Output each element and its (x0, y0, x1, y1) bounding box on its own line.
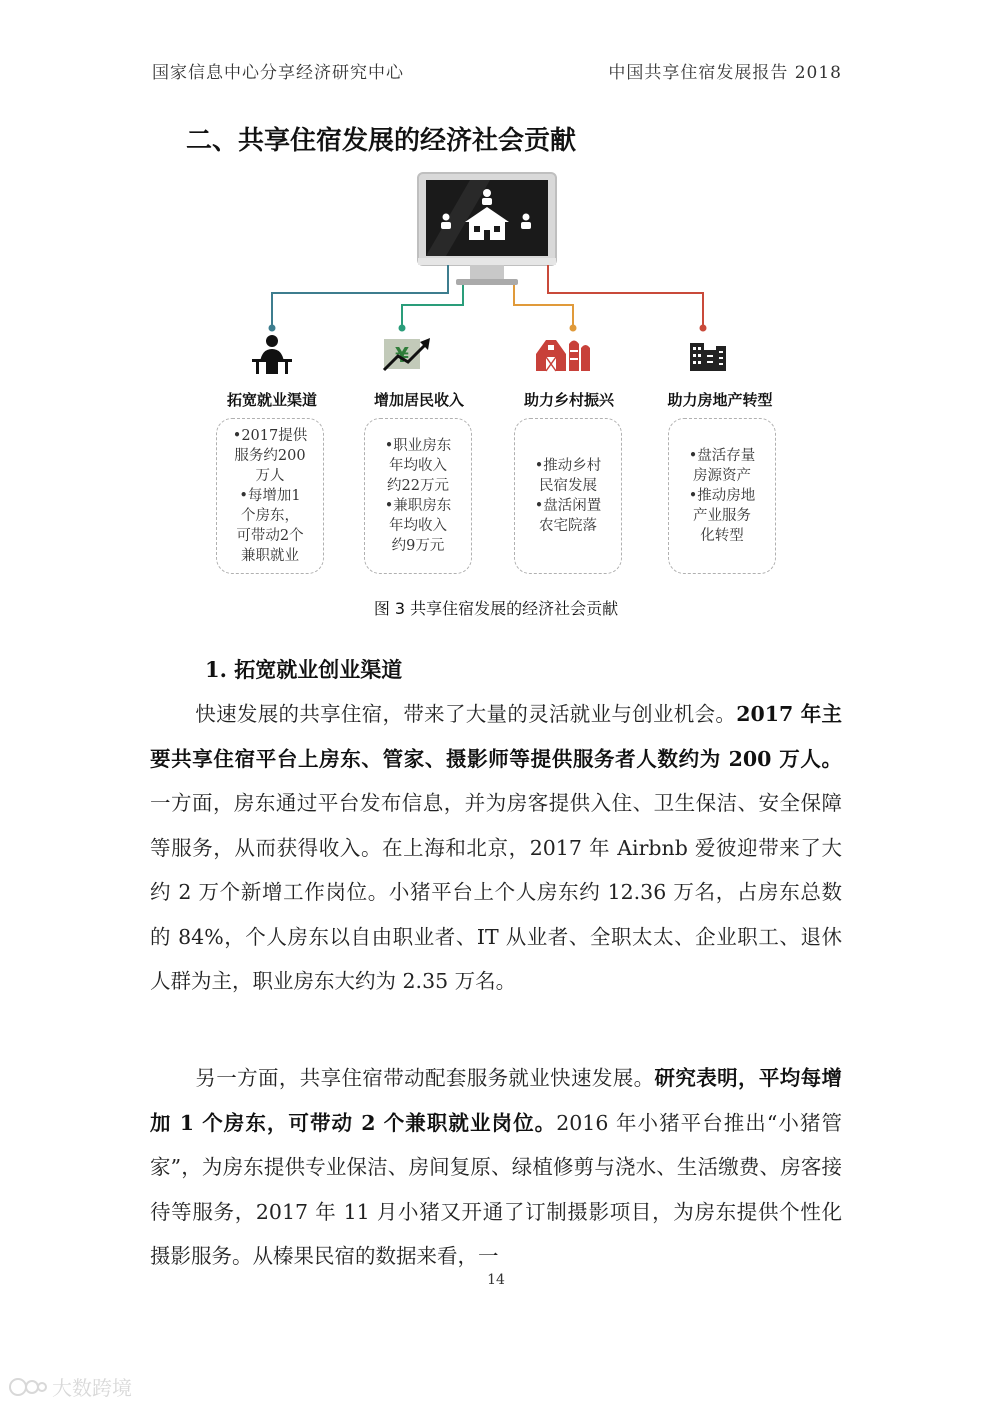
paragraph-1-rest: 一方面，房东通过平台发布信息，并为房客提供入住、卫生保洁、安全保障等服务，从而获得收入。在上海和北京，2017 年 Airbnb 爱彼迎带来了大约 2 万个新增工作岗位。小猪平台上个人房东约 12.36 万名，占房东总数的 84%，个人房东以自由职业者、IT 从业者、全职太太、企业职工、退休人群为主，职业房东大约为 2.35 万名。 (150, 791, 842, 993)
watermark-logo-icon (8, 1376, 48, 1398)
branch-box-line: 万人 (255, 468, 285, 484)
branch-box-line: 化转型 (700, 528, 744, 544)
branch-box-line: 民宿发展 (539, 478, 597, 494)
branch-box-rural (514, 418, 622, 574)
branch-box-line: 兼职就业 (241, 548, 299, 564)
branch-label-employment: 拓宽就业渠道 (226, 391, 317, 409)
branch-box-line: 个房东， (241, 508, 299, 524)
branch-box-lines (689, 446, 756, 546)
page-number: 14 (487, 1272, 505, 1288)
branch-box-line: •兼职房东 (384, 498, 452, 514)
paragraph-1-bold: 2017 年主要共享住宿平台上房东、管家、摄影师等提供服务者人数约为 200 万人。 (150, 702, 843, 771)
branch-box-line: 服务约200 (234, 448, 306, 464)
branch-box-line: 约22万元 (387, 478, 449, 494)
buildings-icon (690, 343, 726, 371)
branch-box-lines (535, 456, 602, 536)
watermark (8, 1372, 132, 1401)
paragraph-2-bold: 研究表明，平均每增加 1 个房东，可带动 2 个兼职就业岗位。 (150, 1066, 842, 1135)
branch-box-lines (233, 426, 307, 566)
branch-box-line: 可带动2个 (236, 528, 304, 544)
branch-box-income (364, 418, 472, 574)
branch-box-line: 年均收入 (389, 518, 447, 534)
section-title: 二、共享住宿发展的经济社会贡献 (186, 126, 577, 156)
figure-caption: 图 3 共享住宿发展的经济社会贡献 (373, 599, 619, 618)
branch-box-employment (216, 418, 324, 574)
branch-box-line: •每增加1 (239, 488, 301, 504)
branch-label-realestate: 助力房地产转型 (667, 391, 773, 409)
branch-label-rural: 助力乡村振兴 (523, 391, 614, 409)
svg-text:¥: ¥ (395, 343, 409, 367)
contribution-diagram (0, 0, 992, 640)
branch-box-line: •2017提供 (232, 428, 308, 444)
worker-at-desk-icon (252, 335, 292, 374)
branch-box-line: •推动乡村 (534, 458, 602, 474)
paragraph-2-lead: 另一方面，共享住宿带动配套服务就业快速发展。 (195, 1066, 655, 1090)
branch-box-realestate (668, 418, 776, 574)
running-header-left: 国家信息中心分享经济研究中心 (152, 63, 404, 83)
branch-box-line: 年均收入 (389, 458, 447, 474)
paragraph-1 (150, 692, 842, 1004)
barn-icon (536, 340, 590, 371)
subsection-title: 1. 拓宽就业创业渠道 (205, 657, 403, 682)
branch-box-line: •职业房东 (384, 438, 452, 454)
paragraph-2-rest: 2016 年小猪平台推出“小猪管家”，为房东提供专业保洁、房间复原、绿植修剪与浇水、生活缴费、房客接待等服务，2017 年 11 月小猪又开通了订制摄影项目，为房东提供个性化摄影服务。从榛果民宿的数据来看，一 (150, 1110, 843, 1268)
branch-box-line: •推动房地 (688, 488, 756, 504)
watermark-text: 大数跨境 (52, 1376, 132, 1400)
money-growth-icon (384, 338, 430, 370)
branch-box-line: 农宅院落 (539, 518, 597, 534)
monitor-icon (418, 173, 556, 285)
branch-box-line: 房源资产 (693, 468, 751, 484)
paragraph-1-lead: 快速发展的共享住宿，带来了大量的灵活就业与创业机会。 (195, 702, 737, 726)
branch-box-line: 产业服务 (693, 508, 751, 524)
branch-box-line: •盘活闲置 (534, 498, 602, 514)
paragraph-2 (150, 1056, 842, 1279)
branch-label-income: 增加居民收入 (373, 391, 464, 409)
branch-box-line: •盘活存量 (688, 448, 756, 464)
branch-box-line: 约9万元 (391, 538, 445, 554)
branch-box-lines (385, 436, 452, 556)
running-header-right: 中国共享住宿发展报告 2018 (608, 63, 842, 83)
